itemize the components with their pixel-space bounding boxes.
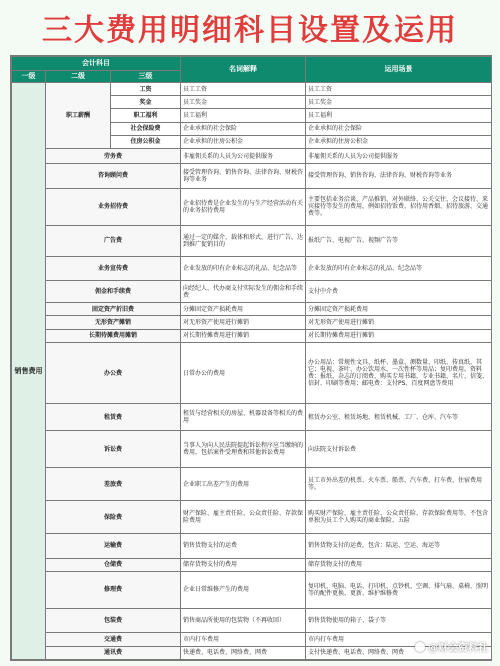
level2-cell: 通讯费 [46, 646, 181, 659]
explain-cell: 销售商品所使用的包装物（不再收回） [181, 609, 306, 633]
level3-cell: 工资 [111, 83, 181, 96]
explain-cell: 租赁与经营相关的房屋、机器设备等相关的费用 [181, 404, 306, 430]
scene-cell: 办公用品：常规性文具、纸杯、墨盒、测数量、印纸、传真纸、其它；电视、茶叶、办公饮用水、一次性杯等用品；复印费用。资料费：报纸、杂志的订阅费、购买专用书籍、专业书籍、名片、信笺、信封、印刷等费用；邮电费：支付PS、百度网盘等费用 [306, 342, 492, 404]
scene-cell: 市内打车费用 [306, 633, 492, 646]
explain-cell: 接受管理咨询、销售咨询、法律咨询、财税咨询等业务 [181, 164, 306, 188]
level2-cell: 业务招待费 [46, 188, 181, 225]
level2-cell: 劳务费 [46, 149, 181, 164]
table-row [12, 303, 492, 316]
table-row [12, 149, 492, 164]
explain-cell: 对无形资产使用进行摊销 [181, 316, 306, 329]
table-row [12, 609, 492, 633]
level2-cell: 业务宣传费 [46, 256, 181, 280]
level2-cell: 修理费 [46, 571, 181, 608]
scene-cell: 接受管理咨询、销售咨询、法律咨询、财税咨询等业务 [306, 164, 492, 188]
explain-cell: 销售货物支付的运费 [181, 534, 306, 558]
header-level2: 二级 [46, 71, 111, 83]
level2-cell: 咨询顾问费 [46, 164, 181, 188]
table-row [12, 501, 492, 534]
table-row [12, 571, 492, 608]
scene-cell: 支付快递费、电话费、网络费、网费 [306, 646, 492, 659]
page-title: 三大费用明细科目设置及运用 [42, 13, 458, 48]
scene-cell: 企业承担的社会保险 [306, 122, 492, 135]
explain-cell: 企业招待费是企业发生的与生产经营活动有关的业务招待费用 [181, 188, 306, 225]
scene-cell: 支付中介费 [306, 281, 492, 303]
level2-cell: 差旅费 [46, 468, 181, 501]
watermark-icon [415, 642, 425, 652]
scene-cell: 员工市外出差的机票、火车票、船票、汽车费、打车费、住宿费用等。 [306, 468, 492, 501]
table-row [12, 226, 492, 257]
level2-cell: 交通费 [46, 633, 181, 646]
table-row [12, 468, 492, 501]
subject-table-container [10, 55, 492, 661]
table-row [12, 281, 492, 303]
watermark [415, 639, 488, 654]
explain-cell: 当事人为向人民法院提起诉讼程序应当缴纳的费用，包括案件受理费和其他诉讼费用 [181, 430, 306, 467]
scene-cell: 购买财产保险、雇主责任险、公众责任险、存款保险费用等，不包含单独为员工个人购买的商业保险、五险 [306, 501, 492, 534]
level3-cell: 社会保险费 [111, 122, 181, 135]
scene-cell: 分摊固定资产损耗费用 [306, 303, 492, 316]
explain-cell: 非雇佣关系的人员为公司提供服务 [181, 149, 306, 164]
explain-cell: 企业承担的社会保险 [181, 122, 306, 135]
level2-cell: 固定资产折旧费 [46, 303, 181, 316]
explain-cell: 向经纪人、代办商支付实际发生的佣金和手续费 [181, 281, 306, 303]
scene-cell: 储存货物支付的费用 [306, 558, 492, 571]
explain-cell: 企业职工出差产生的费用 [181, 468, 306, 501]
scene-cell: 租赁办公室、租赁场地、租赁机械、工厂、仓库、汽车等 [306, 404, 492, 430]
level3-cell: 职工福利 [111, 109, 181, 122]
scene-cell: 员工福利 [306, 109, 492, 122]
level2-cell: 无形资产摊销 [46, 316, 181, 329]
explain-cell: 员工福利 [181, 109, 306, 122]
scene-cell: 员工工资 [306, 83, 492, 96]
table-row [12, 534, 492, 558]
level2-cell: 包装费 [46, 609, 181, 633]
header-level1: 一级 [12, 71, 46, 83]
watermark-text: @财会资料社 [428, 643, 488, 654]
header-level3: 三级 [111, 71, 181, 83]
table-row [12, 256, 492, 280]
explain-cell: 企业发放的印有企业标志的礼品、纪念品等 [181, 256, 306, 280]
explain-cell: 对长期待摊费用进行摊销 [181, 329, 306, 342]
scene-cell: 员工奖金 [306, 96, 492, 109]
scene-cell: 销售货物支付的运费，包含：陆运、空运、海运等 [306, 534, 492, 558]
explain-cell: 员工奖金 [181, 96, 306, 109]
level2-cell: 广告费 [46, 226, 181, 257]
table-row [12, 316, 492, 329]
scene-cell: 企业承担的住房公积金 [306, 135, 492, 148]
table-row [12, 83, 492, 96]
header-application-scenarios: 运用场景 [306, 57, 492, 83]
scene-cell: 主要包括业务洽谈、产品推销、对外联络、公关交往、会议接待、来宾接待等发生的费用，例如招待饭费、招待用香烟、招待旅游、交通费等。 [306, 188, 492, 225]
level2-cell: 办公费 [46, 342, 181, 404]
table-row [12, 188, 492, 225]
explain-cell: 财产保险、雇主责任险、公众责任险、存款保险费用 [181, 501, 306, 534]
level1-cell: 销售费用 [12, 83, 46, 660]
explain-cell: 市内打车费用 [181, 633, 306, 646]
scene-cell: 销售货物使用的箱子、袋子等 [306, 609, 492, 633]
table-row [12, 329, 492, 342]
header-account-subject: 会计科目 [12, 57, 181, 71]
scene-cell: 报纸广告、电视广告、视频广告等 [306, 226, 492, 257]
explain-cell: 快递费、电话费、网络费、网费 [181, 646, 306, 659]
level2-cell: 佣金和手续费 [46, 281, 181, 303]
scene-cell: 向法院支付诉讼费 [306, 430, 492, 467]
level2-cell: 长期待摊费用摊销 [46, 329, 181, 342]
level3-cell: 奖金 [111, 96, 181, 109]
scene-cell: 复印机、电脑、电话、打印机、点钞机、空调、排气扇、桌椅、照明等的配件更换、更新、维护维修费 [306, 571, 492, 608]
explain-cell: 日常办公的费用 [181, 342, 306, 404]
level3-cell: 住房公积金 [111, 135, 181, 148]
explain-cell: 通过一定的媒介、载体和形式，进行广告，达到推广促销目的 [181, 226, 306, 257]
explain-cell: 企业日常维修产生的费用 [181, 571, 306, 608]
explain-cell: 分摊固定资产损耗费用 [181, 303, 306, 316]
level2-cell: 职工薪酬 [46, 83, 111, 149]
level2-cell: 仓储费 [46, 558, 181, 571]
table-row [12, 164, 492, 188]
level2-cell: 运输费 [46, 534, 181, 558]
level2-cell: 保险费 [46, 501, 181, 534]
header-term-explanation: 名词解释 [181, 57, 306, 83]
scene-cell: 企业发放的印有企业标志的礼品、纪念品等 [306, 256, 492, 280]
table-row [12, 558, 492, 571]
scene-cell: 非雇佣关系的人员为公司提供服务 [306, 149, 492, 164]
scene-cell: 对无形资产使用进行摊销 [306, 316, 492, 329]
table-row [12, 404, 492, 430]
level2-cell: 租赁费 [46, 404, 181, 430]
scene-cell: 对长期待摊费用进行摊销 [306, 329, 492, 342]
level2-cell: 诉讼费 [46, 430, 181, 467]
table-row [12, 342, 492, 404]
explain-cell: 企业承担的住房公积金 [181, 135, 306, 148]
explain-cell: 储存货物支付的费用 [181, 558, 306, 571]
subject-table [11, 56, 492, 660]
explain-cell: 员工工资 [181, 83, 306, 96]
table-row [12, 430, 492, 467]
